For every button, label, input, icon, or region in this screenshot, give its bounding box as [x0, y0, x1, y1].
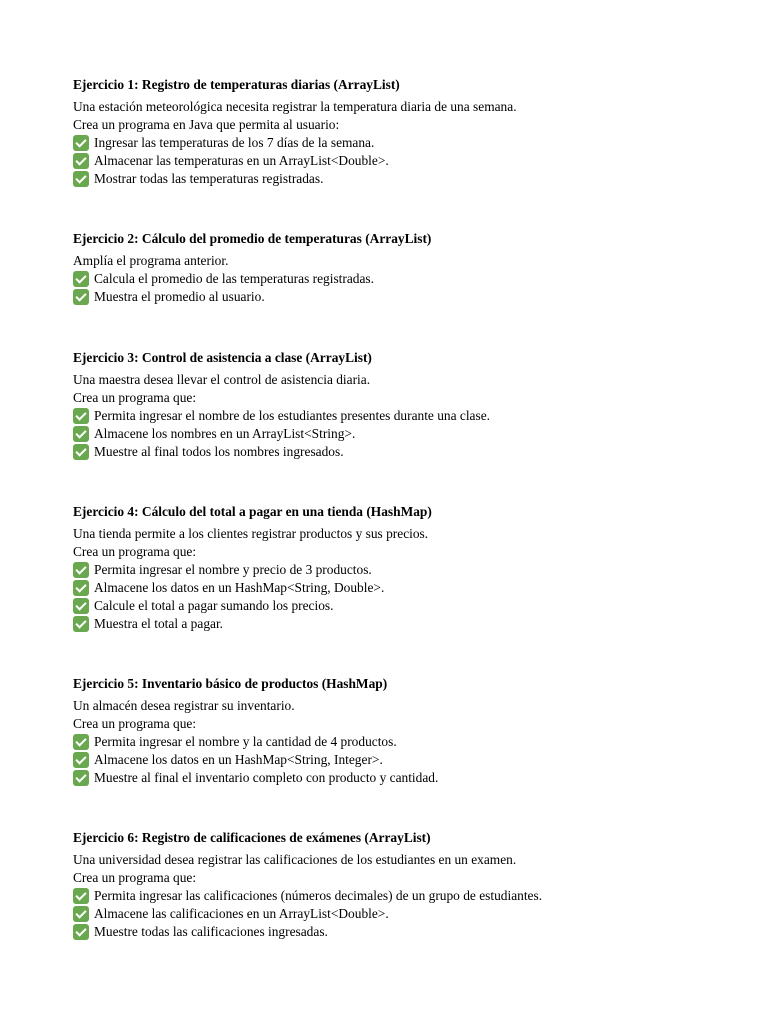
list-item-text: Almacene los nombres en un ArrayList<String>.	[94, 426, 356, 441]
check-mark-icon	[73, 888, 89, 904]
list-item-text: Calcula el promedio de las temperaturas registradas.	[94, 271, 374, 286]
exercise-1	[73, 76, 733, 188]
exercise-intro: Una tienda permite a los clientes registrar productos y sus precios.	[73, 526, 429, 541]
list-item-text: Muestra el total a pagar.	[94, 616, 224, 631]
exercise-intro: Una estación meteorológica necesita registrar la temperatura diaria de una semana.	[73, 99, 517, 114]
exercise-title: Ejercicio 6: Registro de calificaciones de exámenes (ArrayList)	[73, 830, 431, 845]
list-item-text: Muestre al final el inventario completo con producto y cantidad.	[94, 770, 439, 785]
exercise-intro: Crea un programa que:	[73, 544, 197, 559]
list-item	[73, 597, 733, 615]
list-item	[73, 579, 733, 597]
check-mark-icon	[73, 271, 89, 287]
list-item-text: Almacene las calificaciones en un ArrayList<Double>.	[94, 906, 389, 921]
list-item	[73, 152, 733, 170]
exercise-2	[73, 230, 733, 306]
exercise-6	[73, 829, 733, 941]
list-item	[73, 270, 733, 288]
check-mark-icon	[73, 135, 89, 151]
check-mark-icon	[73, 580, 89, 596]
check-mark-icon	[73, 408, 89, 424]
list-item	[73, 769, 733, 787]
list-item-text: Muestra el promedio al usuario.	[94, 289, 265, 304]
exercise-title: Ejercicio 1: Registro de temperaturas diarias (ArrayList)	[73, 77, 400, 92]
list-item	[73, 561, 733, 579]
list-item-text: Permita ingresar el nombre de los estudiantes presentes durante una clase.	[94, 408, 491, 423]
list-item-text: Muestre todas las calificaciones ingresadas.	[94, 924, 328, 939]
exercise-intro: Crea un programa que:	[73, 716, 197, 731]
exercise-3	[73, 349, 733, 461]
check-mark-icon	[73, 752, 89, 768]
exercise-4	[73, 503, 733, 633]
list-item	[73, 615, 733, 633]
check-mark-icon	[73, 616, 89, 632]
list-item-text: Permita ingresar las calificaciones (números decimales) de un grupo de estudiantes.	[94, 888, 543, 903]
exercise-intro: Crea un programa en Java que permita al usuario:	[73, 117, 340, 132]
list-item	[73, 733, 733, 751]
list-item	[73, 887, 733, 905]
exercise-title: Ejercicio 5: Inventario básico de productos (HashMap)	[73, 676, 388, 691]
exercise-intro: Amplía el programa anterior.	[73, 253, 229, 268]
check-mark-icon	[73, 153, 89, 169]
check-mark-icon	[73, 426, 89, 442]
exercise-intro: Crea un programa que:	[73, 390, 197, 405]
list-item-text: Muestre al final todos los nombres ingresados.	[94, 444, 344, 459]
check-mark-icon	[73, 562, 89, 578]
list-item	[73, 134, 733, 152]
check-mark-icon	[73, 171, 89, 187]
exercise-intro: Un almacén desea registrar su inventario.	[73, 698, 295, 713]
list-item	[73, 288, 733, 306]
exercise-5	[73, 675, 733, 787]
list-item-text: Permita ingresar el nombre y precio de 3 productos.	[94, 562, 372, 577]
check-mark-icon	[73, 924, 89, 940]
list-item-text: Permita ingresar el nombre y la cantidad de 4 productos.	[94, 734, 397, 749]
check-mark-icon	[73, 770, 89, 786]
list-item	[73, 443, 733, 461]
list-item-text: Ingresar las temperaturas de los 7 días de la semana.	[94, 135, 375, 150]
list-item	[73, 905, 733, 923]
exercise-title: Ejercicio 4: Cálculo del total a pagar en una tienda (HashMap)	[73, 504, 432, 519]
exercise-intro: Una universidad desea registrar las calificaciones de los estudiantes en un examen.	[73, 852, 517, 867]
list-item-text: Almacene los datos en un HashMap<String, Integer>.	[94, 752, 383, 767]
check-mark-icon	[73, 906, 89, 922]
exercise-title: Ejercicio 3: Control de asistencia a clase (ArrayList)	[73, 350, 372, 365]
check-mark-icon	[73, 289, 89, 305]
list-item	[73, 407, 733, 425]
list-item-text: Almacene los datos en un HashMap<String, Double>.	[94, 580, 385, 595]
list-item	[73, 923, 733, 941]
list-item-text: Calcule el total a pagar sumando los precios.	[94, 598, 334, 613]
list-item	[73, 751, 733, 769]
check-mark-icon	[73, 444, 89, 460]
check-mark-icon	[73, 598, 89, 614]
exercise-intro: Una maestra desea llevar el control de asistencia diaria.	[73, 372, 371, 387]
list-item-text: Almacenar las temperaturas en un ArrayList<Double>.	[94, 153, 389, 168]
exercise-intro: Crea un programa que:	[73, 870, 197, 885]
list-item	[73, 425, 733, 443]
list-item-text: Mostrar todas las temperaturas registradas.	[94, 171, 324, 186]
exercise-title: Ejercicio 2: Cálculo del promedio de temperaturas (ArrayList)	[73, 231, 432, 246]
check-mark-icon	[73, 734, 89, 750]
list-item	[73, 170, 733, 188]
